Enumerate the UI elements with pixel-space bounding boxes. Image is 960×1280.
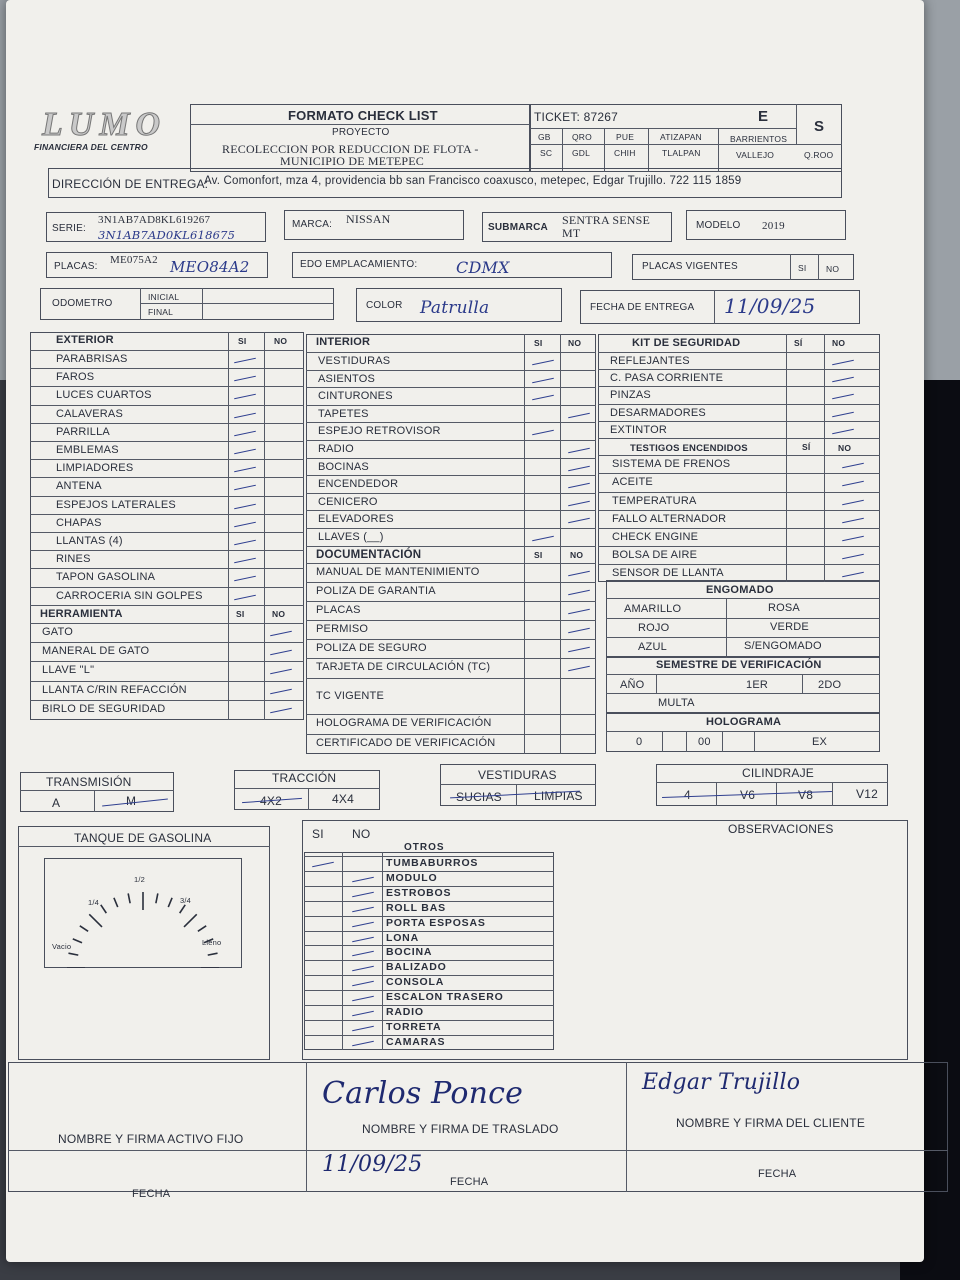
- row-divider: [306, 528, 596, 529]
- odometro-final: FINAL: [148, 307, 174, 317]
- observaciones-title: OBSERVACIONES: [728, 822, 834, 836]
- semestre-1er: 1ER: [746, 679, 768, 691]
- testigos-item: TEMPERATURA: [612, 494, 697, 507]
- marca-label: MARCA:: [292, 219, 333, 230]
- documentacion-si-header: SI: [534, 549, 543, 560]
- row-divider: [598, 404, 880, 405]
- row-divider: [30, 459, 304, 460]
- interior-si-header: SI: [534, 338, 543, 348]
- testigos-item: CHECK ENGINE: [612, 531, 699, 543]
- tanque-title: TANQUE DE GASOLINA: [74, 831, 212, 845]
- otros-item: ROLL BAS: [386, 901, 446, 914]
- holograma-0: 0: [636, 736, 643, 748]
- row-divider: [306, 352, 596, 353]
- documentacion-item: POLIZA DE GARANTIA: [316, 585, 436, 598]
- kit-item: PINZAS: [610, 389, 651, 402]
- row-divider: [30, 642, 304, 643]
- submarca-value: SENTRA SENSE MT: [562, 213, 651, 240]
- row-divider: [306, 510, 596, 511]
- otros-si-header: SI: [312, 827, 324, 841]
- kit-no-header: NO: [832, 338, 846, 348]
- exterior-item: LIMPIADORES: [56, 462, 134, 475]
- row-divider: [304, 1005, 554, 1006]
- tanque-vacio: Vacio: [52, 942, 72, 951]
- serie-handwritten: 3N1AB7AD0KL618675: [98, 228, 236, 242]
- gauge-tick: [180, 905, 186, 913]
- documentacion-item: MANUAL DE MANTENIMIENTO: [316, 566, 480, 579]
- vestiduras-sucias: SUCIAS: [456, 790, 502, 804]
- otros-item: RADIO: [386, 1006, 424, 1018]
- firma-cliente-signature: Edgar Trujillo: [642, 1070, 801, 1095]
- row-divider: [598, 386, 880, 387]
- edo-handwritten: CDMX: [456, 258, 510, 277]
- testigos-si-header: SÍ: [802, 442, 811, 452]
- exterior-item: RINES: [56, 553, 91, 566]
- interior-no-header: NO: [568, 338, 582, 348]
- row-divider: [30, 441, 304, 442]
- row-divider: [598, 492, 880, 493]
- exterior-item: LLANTAS (4): [56, 535, 123, 547]
- otros-item: BOCINA: [386, 946, 433, 959]
- transmision-m: M: [126, 794, 137, 808]
- interior-item: BOCINAS: [318, 460, 369, 473]
- row-divider: [306, 734, 596, 735]
- gauge-tick: [73, 939, 82, 943]
- exterior-item: TAPON GASOLINA: [56, 571, 156, 584]
- interior-item: LLAVES (__): [318, 531, 384, 543]
- exterior-item: PARABRISAS: [56, 353, 128, 365]
- transmision-title: TRANSMISIÓN: [46, 775, 132, 789]
- row-divider: [30, 350, 304, 351]
- row-divider: [306, 493, 596, 494]
- documentacion-item: TARJETA DE CIRCULACIÓN (TC): [316, 661, 491, 674]
- gauge-tick: [101, 905, 107, 913]
- proyecto-label: PROYECTO: [332, 127, 390, 138]
- row-divider: [598, 473, 880, 474]
- proyecto-line2: MUNICIPIO DE METEPEC: [280, 154, 424, 168]
- tanque-1-2: 1/2: [134, 875, 146, 884]
- marca-value: NISSAN: [346, 212, 391, 226]
- row-divider: [306, 422, 596, 423]
- row-divider: [30, 587, 304, 588]
- exterior-item: CARROCERIA SIN GOLPES: [56, 589, 203, 602]
- row-divider: [306, 546, 596, 547]
- color-label: COLOR: [366, 300, 403, 311]
- placas-handwritten: MEO84A2: [170, 258, 250, 276]
- engomado-s-engomado: S/ENGOMADO: [744, 640, 822, 652]
- interior-item: CENICERO: [318, 495, 378, 508]
- traccion-4x2: 4X2: [260, 794, 282, 808]
- herramienta-item: BIRLO DE SEGURIDAD: [42, 702, 166, 715]
- office-vallejo: VALLEJO: [736, 150, 775, 160]
- serie-label: SERIE:: [52, 223, 86, 234]
- row-divider: [30, 405, 304, 406]
- gauge-tick: [184, 914, 197, 927]
- cilindraje-4: 4: [684, 788, 691, 802]
- row-divider: [598, 369, 880, 370]
- row-divider: [306, 620, 596, 621]
- herramienta-item: GATO: [42, 626, 73, 638]
- vestiduras-title: VESTIDURAS: [478, 768, 557, 782]
- row-divider: [306, 405, 596, 406]
- s-label: S: [814, 118, 825, 135]
- edo-label: EDO EMPLACAMIENTO:: [300, 259, 418, 270]
- testigos-item: SENSOR DE LLANTA: [612, 567, 724, 580]
- gauge-tick: [68, 953, 78, 955]
- row-divider: [30, 514, 304, 515]
- row-divider: [306, 458, 596, 459]
- gauge-tick: [128, 893, 130, 903]
- exterior-item: ANTENA: [56, 480, 102, 493]
- cilindraje-v12: V12: [856, 787, 878, 801]
- row-divider: [30, 700, 304, 701]
- exterior-item: LUCES CUARTOS: [56, 389, 152, 402]
- ticket-number: TICKET: 87267: [534, 110, 618, 124]
- exterior-item: EMBLEMAS: [56, 444, 119, 456]
- row-divider: [30, 368, 304, 369]
- placas-vigentes-si: SI: [798, 263, 807, 273]
- documentacion-item: HOLOGRAMA DE VERIFICACIÓN: [316, 717, 492, 730]
- row-divider: [306, 639, 596, 640]
- row-divider: [306, 658, 596, 659]
- row-divider: [30, 568, 304, 569]
- office-gdl: GDL: [572, 148, 591, 158]
- interior-item: ENCENDEDOR: [318, 478, 399, 491]
- row-divider: [306, 370, 596, 371]
- firma-activo-label: NOMBRE Y FIRMA ACTIVO FIJO: [58, 1132, 244, 1146]
- testigos-no-header: NO: [838, 443, 852, 453]
- fecha-activo-label: FECHA: [132, 1188, 171, 1200]
- office-qro: QRO: [572, 132, 592, 142]
- otros-item: CONSOLA: [386, 976, 445, 989]
- engomado-rosa: ROSA: [768, 602, 800, 614]
- otros-item: TUMBABURROS: [386, 857, 479, 869]
- row-divider: [306, 440, 596, 441]
- gauge-tick: [80, 926, 88, 932]
- odometro-inicial: INICIAL: [148, 292, 180, 302]
- placas-vigentes-label: PLACAS VIGENTES: [642, 261, 738, 272]
- placas-value: ME075A2: [110, 254, 158, 266]
- exterior-item: ESPEJOS LATERALES: [56, 498, 176, 511]
- direccion-value: Av. Comonfort, mza 4, providencia bb san Francisco coaxusco, metepec, Edgar Trujillo. 722 115 1859: [204, 175, 742, 187]
- office-tlalpan: TLALPAN: [662, 148, 701, 158]
- row-divider: [598, 352, 880, 353]
- gauge-tick: [114, 898, 118, 907]
- otros-title: OTROS: [404, 842, 445, 853]
- otros-item: BALIZADO: [386, 961, 447, 974]
- transmision-a: A: [52, 796, 61, 810]
- row-divider: [306, 714, 596, 715]
- placas-label: PLACAS:: [54, 261, 98, 272]
- exterior-item: CHAPAS: [56, 516, 102, 529]
- cilindraje-v6: V6: [740, 788, 756, 802]
- row-divider: [30, 496, 304, 497]
- gauge-tick: [198, 926, 206, 932]
- engomado-rojo: ROJO: [638, 622, 670, 634]
- testigos-item: FALLO ALTERNADOR: [612, 512, 727, 525]
- form-title: FORMATO CHECK LIST: [288, 108, 438, 123]
- cilindraje-title: CILINDRAJE: [742, 766, 815, 780]
- interior-item: RADIO: [318, 443, 354, 455]
- semestre-2do: 2DO: [818, 679, 842, 691]
- fecha-entrega-handwritten: 11/09/25: [724, 294, 816, 318]
- documentacion-title: DOCUMENTACIÓN: [316, 548, 422, 561]
- direccion-label: DIRECCIÓN DE ENTREGA:: [52, 177, 209, 191]
- documentacion-item: CERTIFICADO DE VERIFICACIÓN: [316, 737, 496, 750]
- documentacion-item: TC VIGENTE: [316, 690, 385, 703]
- row-divider: [306, 582, 596, 583]
- office-chih: CHIH: [614, 148, 636, 158]
- fecha-traslado-handwritten: 11/09/25: [322, 1152, 423, 1177]
- modelo-value: 2019: [762, 220, 785, 232]
- testigos-item: BOLSA DE AIRE: [612, 549, 698, 562]
- otros-item: ESCALON TRASERO: [386, 991, 504, 1004]
- exterior-item: PARRILLA: [56, 425, 110, 438]
- fecha-cliente-label: FECHA: [758, 1168, 797, 1180]
- row-divider: [30, 386, 304, 387]
- odometro-label: ODOMETRO: [52, 298, 113, 309]
- semestre-ano: AÑO: [620, 679, 645, 691]
- herramienta-item: LLAVE "L": [42, 664, 95, 677]
- otros-no-header: NO: [352, 827, 371, 841]
- firma-traslado-signature: Carlos Ponce: [322, 1076, 524, 1111]
- color-handwritten: Patrulla: [420, 298, 490, 318]
- documentacion-item: PLACAS: [316, 604, 361, 617]
- exterior-item: CALAVERAS: [56, 407, 124, 420]
- office-qroo: Q.ROO: [804, 150, 834, 160]
- row-divider: [306, 678, 596, 679]
- holograma-ex: EX: [812, 736, 828, 748]
- row-divider: [30, 550, 304, 551]
- company-logo: LUMO: [42, 106, 167, 143]
- herramienta-item: LLANTA C/RIN REFACCIÓN: [42, 683, 187, 696]
- exterior-item: FAROS: [56, 371, 95, 384]
- otros-item: ESTROBOS: [386, 886, 452, 899]
- row-divider: [304, 931, 554, 932]
- row-divider: [30, 532, 304, 533]
- semestre-multa: MULTA: [658, 697, 695, 709]
- firma-cliente-label: NOMBRE Y FIRMA DEL CLIENTE: [676, 1116, 866, 1130]
- engomado-azul: AZUL: [638, 641, 667, 653]
- kit-item: EXTINTOR: [610, 423, 668, 436]
- tanque-3-4: 3/4: [180, 896, 192, 905]
- e-label: E: [758, 108, 769, 125]
- exterior-si-header: SI: [238, 336, 247, 346]
- traccion-4x4: 4X4: [332, 792, 354, 806]
- row-divider: [306, 601, 596, 602]
- office-gb: GB: [538, 132, 551, 142]
- otros-item: TORRETA: [386, 1020, 442, 1033]
- kit-si-header: SÍ: [794, 338, 803, 348]
- row-divider: [30, 477, 304, 478]
- office-pue: PUE: [616, 132, 635, 142]
- vestiduras-limpias: LIMPIAS: [534, 789, 583, 803]
- row-divider: [30, 423, 304, 424]
- holograma-title: HOLOGRAMA: [706, 716, 782, 728]
- interior-item: ELEVADORES: [318, 513, 394, 526]
- row-divider: [598, 438, 880, 439]
- modelo-label: MODELO: [696, 220, 741, 231]
- row-divider: [30, 661, 304, 662]
- gauge-tick: [168, 898, 172, 907]
- documentacion-item: POLIZA DE SEGURO: [316, 642, 427, 655]
- office-atizapan: ATIZAPAN: [660, 132, 702, 142]
- kit-item: C. PASA CORRIENTE: [610, 372, 724, 385]
- submarca-label: SUBMARCA: [488, 222, 548, 233]
- herramienta-item: MANERAL DE GATO: [42, 645, 150, 658]
- testigos-item: ACEITE: [612, 476, 653, 489]
- interior-item: TAPETES: [318, 407, 369, 420]
- checklist-paper: [6, 0, 924, 1262]
- otros-item: LONA: [386, 931, 419, 944]
- row-divider: [306, 387, 596, 388]
- office-barrientos: BARRIENTOS: [730, 134, 788, 144]
- herramienta-no-header: NO: [272, 608, 286, 619]
- interior-item: VESTIDURAS: [318, 355, 391, 367]
- engomado-title: ENGOMADO: [706, 584, 774, 596]
- interior-item: ASIENTOS: [318, 372, 376, 385]
- office-sc: SC: [540, 148, 553, 158]
- proyecto-line1: RECOLECCION POR REDUCCION DE FLOTA -: [222, 142, 479, 156]
- row-divider: [30, 681, 304, 682]
- row-divider: [598, 455, 880, 456]
- otros-item: PORTA ESPOSAS: [386, 916, 486, 929]
- exterior-title: EXTERIOR: [56, 334, 114, 346]
- semestre-title: SEMESTRE DE VERIFICACIÓN: [656, 659, 822, 671]
- tanque-1-4: 1/4: [88, 898, 100, 907]
- gauge-tick: [156, 893, 158, 903]
- row-divider: [598, 564, 880, 565]
- otros-item: CAMARAS: [386, 1035, 446, 1048]
- interior-title: INTERIOR: [316, 336, 371, 348]
- row-divider: [598, 546, 880, 547]
- row-divider: [306, 563, 596, 564]
- row-divider: [306, 475, 596, 476]
- engomado-amarillo: AMARILLO: [624, 603, 682, 615]
- documentacion-no-header: NO: [570, 549, 584, 560]
- row-divider: [30, 623, 304, 624]
- herramienta-title: HERRAMIENTA: [40, 607, 123, 620]
- row-divider: [598, 510, 880, 511]
- testigos-item: SISTEMA DE FRENOS: [612, 458, 731, 471]
- testigos-title: TESTIGOS ENCENDIDOS: [630, 443, 748, 454]
- engomado-verde: VERDE: [770, 621, 809, 633]
- fecha-traslado-label: FECHA: [450, 1176, 489, 1188]
- serie-value: 3N1AB7AD8KL619267: [98, 214, 211, 226]
- kit-title: KIT DE SEGURIDAD: [632, 337, 741, 349]
- tanque-lleno: Lleno: [202, 938, 222, 947]
- cilindraje-v8: V8: [798, 788, 814, 802]
- documentacion-item: PERMISO: [316, 623, 369, 636]
- logo-subtitle: FINANCIERA DEL CENTRO: [34, 142, 148, 152]
- fecha-entrega-label: FECHA DE ENTREGA: [590, 302, 695, 313]
- row-divider: [598, 421, 880, 422]
- exterior-no-header: NO: [274, 336, 288, 346]
- holograma-00: 00: [698, 736, 711, 748]
- interior-item: CINTURONES: [318, 390, 393, 403]
- gauge-tick: [89, 914, 102, 927]
- herramienta-si-header: SI: [236, 608, 245, 619]
- otros-item: MODULO: [386, 871, 438, 884]
- row-divider: [30, 605, 304, 606]
- placas-vigentes-no: NO: [826, 264, 840, 274]
- kit-item: REFLEJANTES: [610, 355, 690, 367]
- traccion-title: TRACCIÓN: [272, 771, 337, 785]
- kit-item: DESARMADORES: [610, 406, 706, 419]
- interior-item: ESPEJO RETROVISOR: [318, 425, 441, 438]
- gauge-tick: [208, 953, 218, 955]
- firma-traslado-label: NOMBRE Y FIRMA DE TRASLADO: [362, 1122, 559, 1136]
- row-divider: [598, 528, 880, 529]
